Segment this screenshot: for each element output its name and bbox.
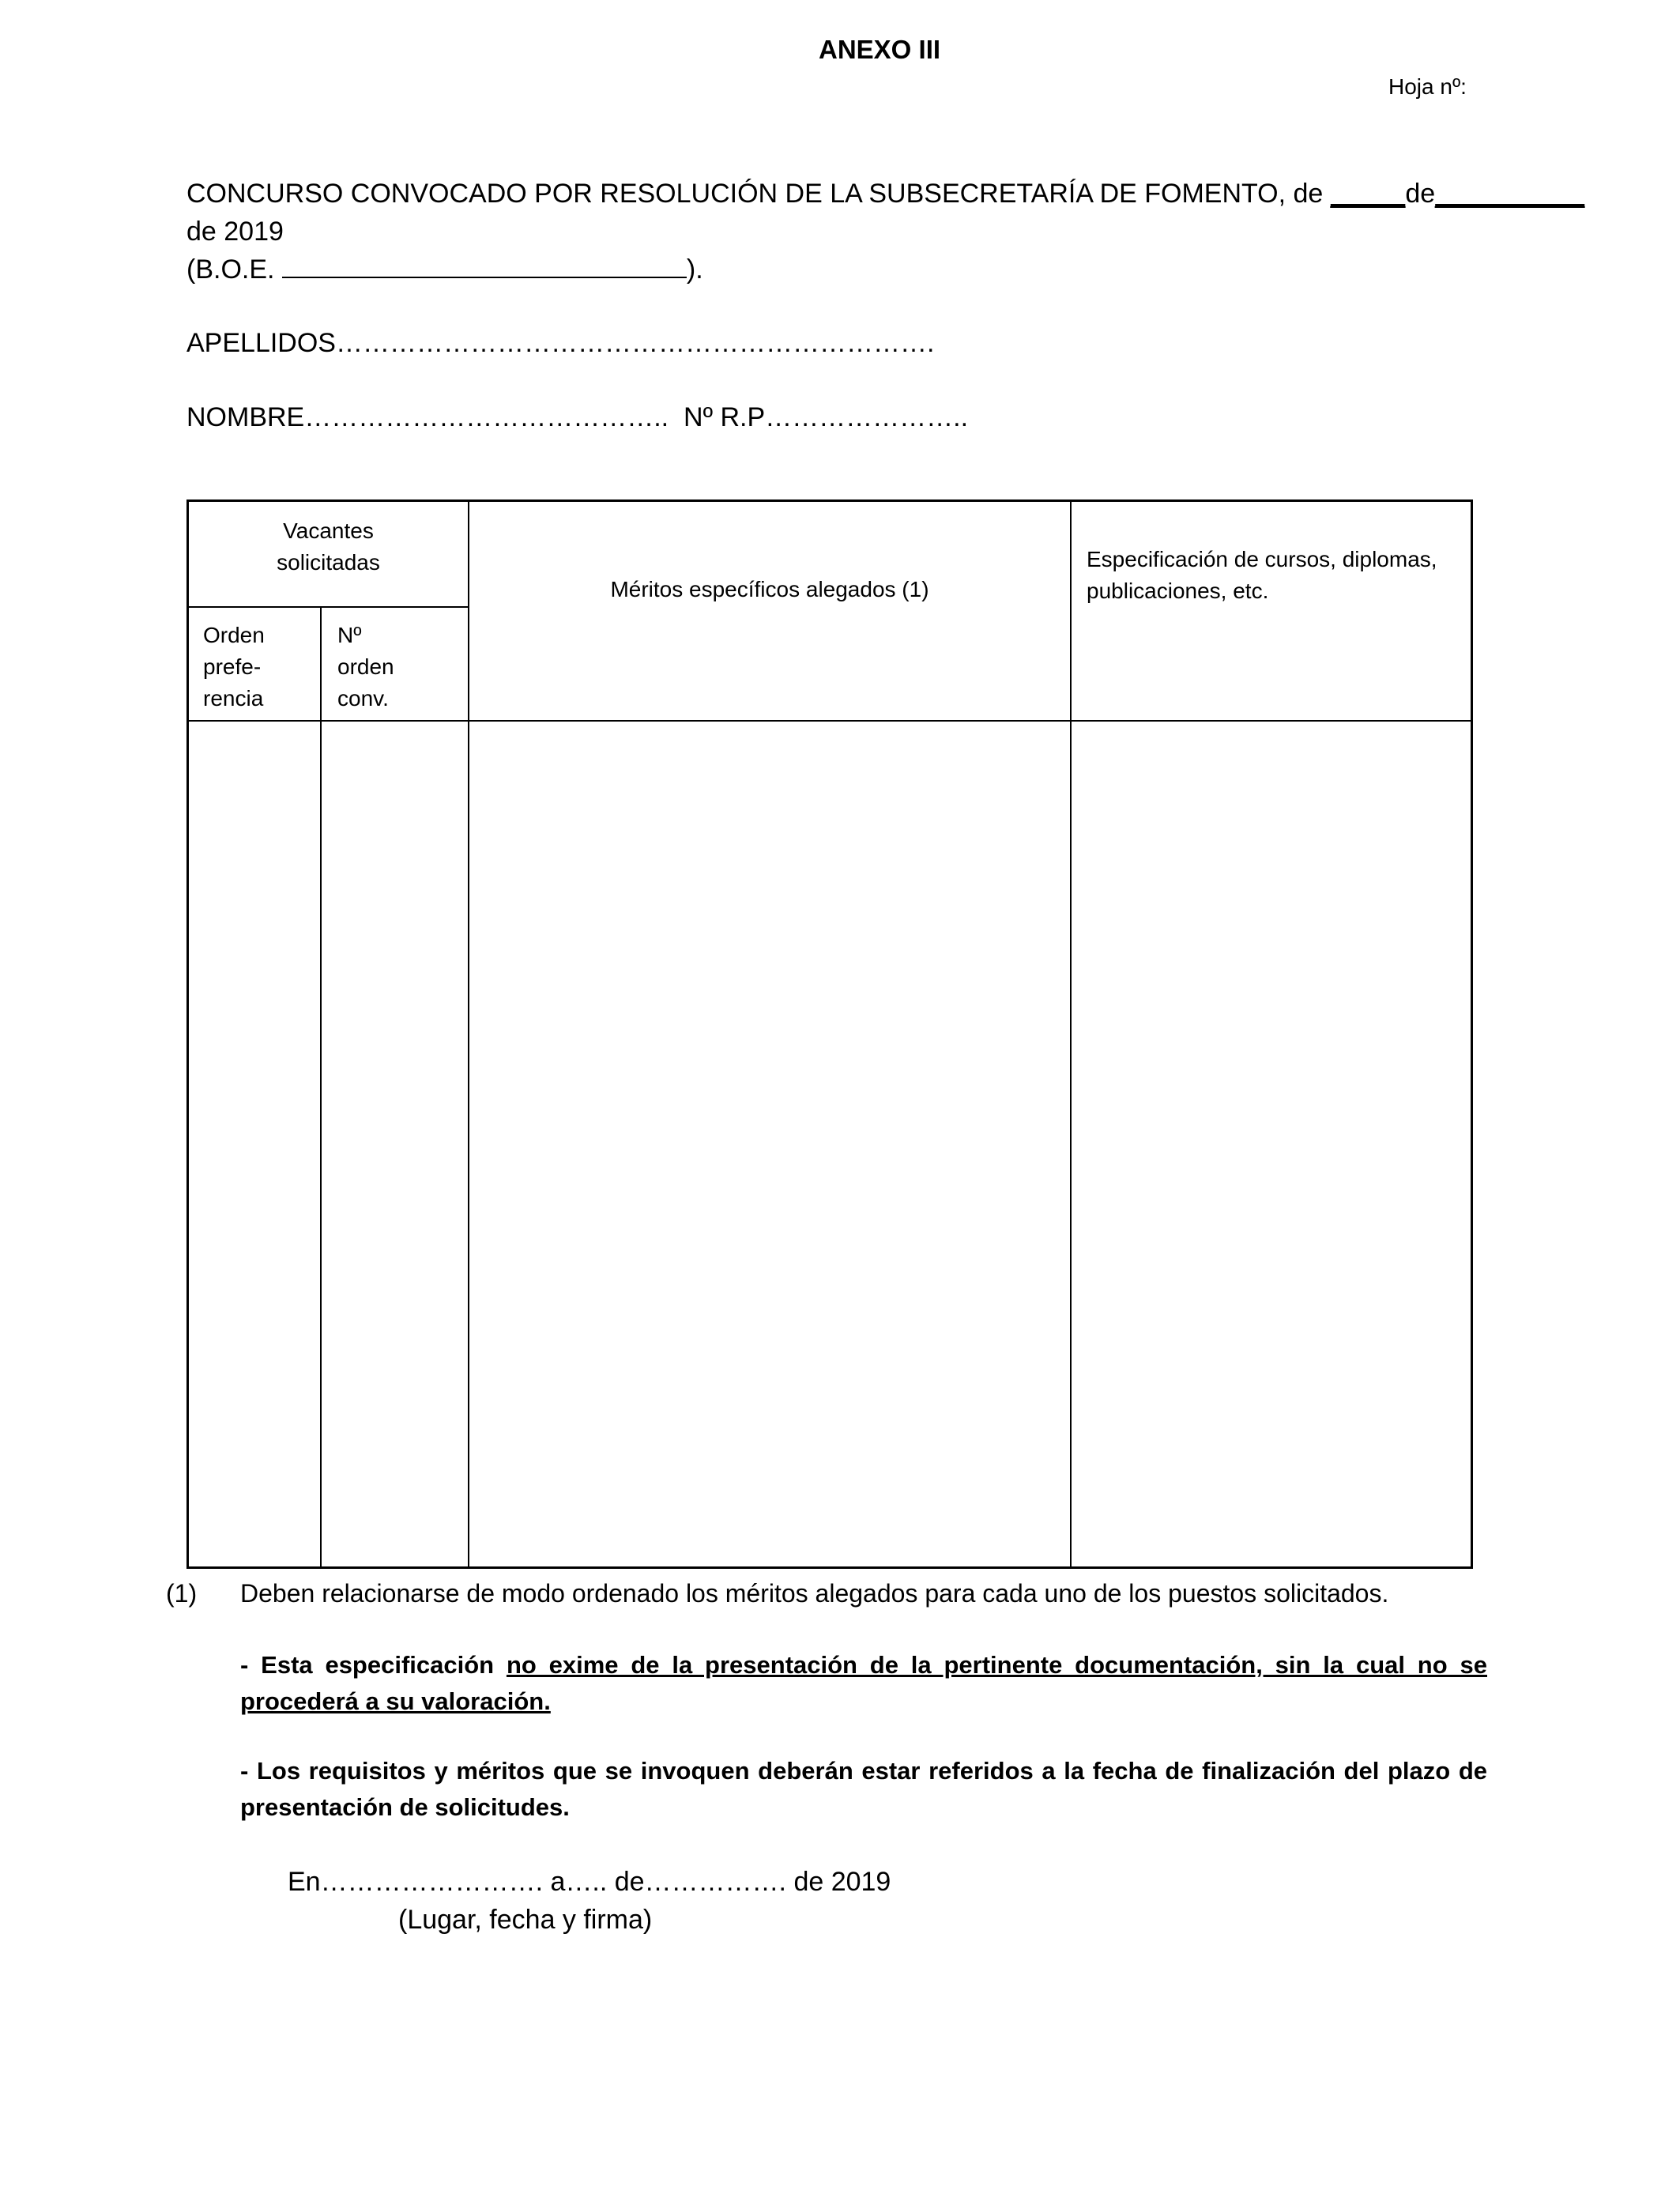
header-orden-conv-line1: Nº: [337, 623, 362, 647]
nrp-field[interactable]: Nº R.P…………………..: [684, 402, 969, 432]
header-vacantes: [189, 515, 468, 579]
header-meritos: Méritos específicos alegados (1): [610, 577, 929, 601]
cell-meritos[interactable]: [469, 722, 1070, 1566]
year-line: de 2019: [186, 217, 284, 247]
signature-caption: (Lugar, fecha y firma): [398, 1905, 653, 1935]
header-orden-pref-line1: Orden: [203, 623, 265, 647]
header-orden-preferencia: [203, 620, 265, 714]
document-title: ANEXO III: [819, 35, 941, 64]
header-orden-pref-line3: rencia: [203, 686, 264, 711]
header-especificacion: [1087, 544, 1437, 607]
footnote-paragraph-1: [240, 1647, 1487, 1720]
header-especificacion-line1: Especificación de cursos, diplomas,: [1087, 547, 1437, 571]
footnote-text: Deben relacionarse de modo ordenado los méritos alegados para cada uno de los puestos solicitados.: [240, 1579, 1389, 1608]
concurso-text: CONCURSO CONVOCADO POR RESOLUCIÓN DE LA SUBSECRETARÍA DE FOMENTO, de: [186, 179, 1324, 209]
footnote-paragraph-2: - Los requisitos y méritos que se invoquen deberán estar referidos a la fecha de finalización del plazo de presentación de solicitudes.: [240, 1757, 1487, 1821]
table-border-right: [1471, 499, 1473, 1569]
table-border-top: [186, 499, 1473, 502]
cell-orden-conv[interactable]: [322, 722, 468, 1566]
boe-open: (B.O.E.: [186, 254, 275, 285]
para1-prefix: - Esta especificación: [240, 1651, 507, 1679]
cell-especificacion[interactable]: [1072, 722, 1471, 1566]
cell-orden-preferencia[interactable]: [189, 722, 320, 1566]
nombre-line: [186, 402, 968, 433]
header-orden-conv: [337, 620, 394, 714]
table-border-bottom: [186, 1566, 1473, 1569]
concurso-de: de: [1405, 179, 1436, 209]
header-orden-pref-line2: prefe-: [203, 654, 262, 679]
footnote-number: (1): [166, 1579, 198, 1608]
concurso-line: [186, 179, 1584, 209]
para1-underlined: no exime de la presentación de la pertinente documentación, sin la cual no se procederá a su valoración.: [240, 1651, 1487, 1715]
boe-line: [186, 254, 703, 285]
nombre-field[interactable]: NOMBRE…………………………………..: [186, 402, 669, 432]
boe-close: ).: [686, 254, 703, 285]
table-divider-vacantes: [186, 606, 469, 608]
boe-blank[interactable]: [282, 276, 687, 278]
header-orden-conv-line3: conv.: [337, 686, 389, 711]
sheet-number-label: Hoja nº:: [1388, 74, 1467, 99]
month-blank[interactable]: __________: [1435, 179, 1585, 209]
header-vacantes-line1: Vacantes: [283, 518, 374, 543]
day-blank[interactable]: _____: [1330, 179, 1406, 209]
apellidos-field[interactable]: APELLIDOS………………………………………………………….: [186, 328, 935, 358]
header-orden-conv-line2: orden: [337, 654, 394, 679]
place-date-line[interactable]: En……………………. a….. de……………. de 2019: [288, 1867, 891, 1897]
header-vacantes-line2: solicitadas: [277, 550, 380, 575]
header-especificacion-line2: publicaciones, etc.: [1087, 579, 1269, 603]
